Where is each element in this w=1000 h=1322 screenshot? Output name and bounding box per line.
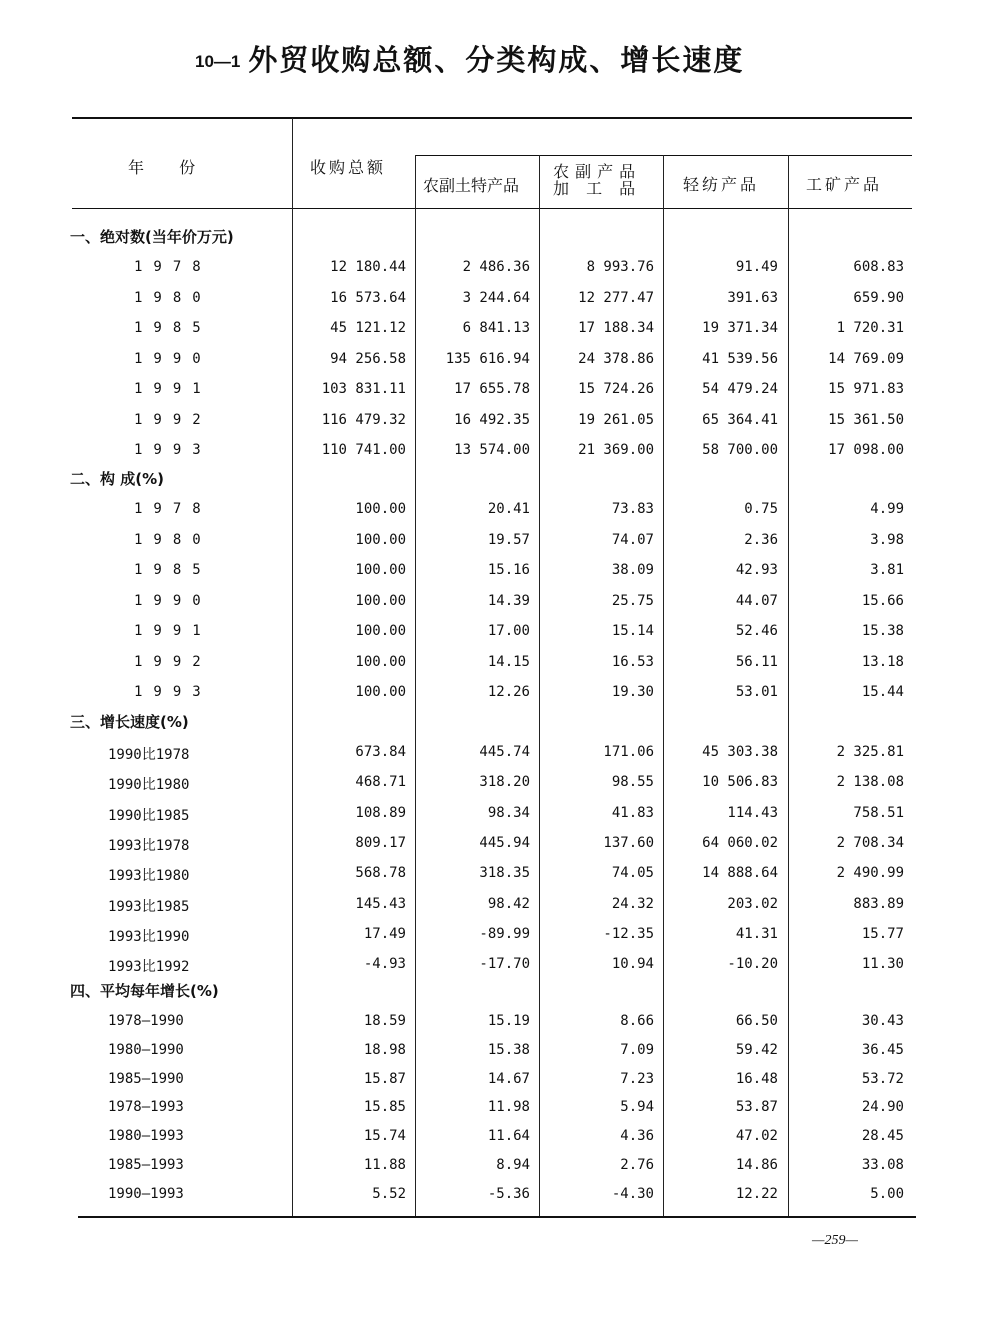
- table-cell: 98.34: [487, 805, 530, 821]
- table-cell: 16.53: [611, 654, 654, 670]
- header-total: 收购总额: [310, 158, 387, 177]
- row-label: 1985: [134, 562, 212, 578]
- row-label: 1978: [134, 259, 212, 275]
- table-cell: 14.86: [735, 1157, 778, 1173]
- table-cell: 53.72: [861, 1071, 904, 1087]
- table-cell: 2 486.36: [462, 259, 530, 275]
- table-cell: 17.49: [363, 926, 406, 942]
- row-label: 1990比1980: [108, 777, 190, 793]
- table-cell: 445.74: [479, 744, 530, 760]
- row-label: 1980—1990: [108, 1042, 184, 1058]
- row-label: 1993: [134, 442, 212, 458]
- table-cell: 137.60: [603, 835, 654, 851]
- row-label: 1993比1990: [108, 929, 190, 945]
- table-row: [0, 799, 1000, 829]
- table-row: [0, 920, 1000, 950]
- row-label: 1992: [134, 412, 212, 428]
- table-cell: 2 490.99: [836, 865, 904, 881]
- table-cell: 25.75: [611, 593, 654, 609]
- table-cell: 116 479.32: [321, 412, 406, 428]
- header-light-textile: 轻纺产品: [683, 175, 760, 194]
- table-title-text: 外贸收购总额、分类构成、增长速度: [248, 43, 745, 77]
- table-cell: 108.89: [355, 805, 406, 821]
- table-cell: 100.00: [355, 684, 406, 700]
- table-cell: 10 506.83: [702, 774, 778, 790]
- table-cell: 15.87: [363, 1071, 406, 1087]
- row-label: 1985—1993: [108, 1157, 184, 1173]
- table-row: [0, 436, 1000, 466]
- table-cell: 568.78: [355, 865, 406, 881]
- table-row: [0, 1122, 1000, 1152]
- table-cell: 391.63: [727, 290, 778, 306]
- table-cell: 16 573.64: [330, 290, 406, 306]
- table-row: [0, 375, 1000, 405]
- table-row: [0, 314, 1000, 344]
- header-year: 年 份: [128, 158, 199, 177]
- table-cell: 17 098.00: [828, 442, 904, 458]
- table-cell: 36.45: [861, 1042, 904, 1058]
- table-row: [0, 738, 1000, 768]
- table-cell: 4.99: [870, 501, 904, 517]
- bottom-rule: [78, 1216, 916, 1218]
- table-cell: 53.01: [735, 684, 778, 700]
- table-cell: 41.31: [735, 926, 778, 942]
- table-cell: 8.66: [620, 1013, 654, 1029]
- table-row: [0, 1180, 1000, 1210]
- table-row: [0, 890, 1000, 920]
- row-label: 1985: [134, 320, 212, 336]
- table-cell: 659.90: [853, 290, 904, 306]
- table-row: [0, 1065, 1000, 1095]
- table-cell: -5.36: [487, 1186, 530, 1202]
- table-cell: 100.00: [355, 501, 406, 517]
- table-cell: 3.98: [870, 532, 904, 548]
- table-cell: 17 188.34: [578, 320, 654, 336]
- table-cell: 12.22: [735, 1186, 778, 1202]
- table-cell: 100.00: [355, 562, 406, 578]
- page-title: [195, 38, 744, 79]
- table-row: [0, 253, 1000, 283]
- table-row: [0, 495, 1000, 525]
- table-cell: 16.48: [735, 1071, 778, 1087]
- table-cell: 18.98: [363, 1042, 406, 1058]
- table-cell: 15.14: [611, 623, 654, 639]
- row-label: 1993比1978: [108, 838, 190, 854]
- table-cell: 65 364.41: [702, 412, 778, 428]
- table-cell: 24 378.86: [578, 351, 654, 367]
- table-cell: 608.83: [853, 259, 904, 275]
- table-cell: -17.70: [479, 956, 530, 972]
- table-cell: 203.02: [727, 896, 778, 912]
- table-cell: 758.51: [853, 805, 904, 821]
- table-cell: 19.57: [487, 532, 530, 548]
- header-rule: [72, 208, 912, 209]
- table-cell: 114.43: [727, 805, 778, 821]
- table-cell: 2 708.34: [836, 835, 904, 851]
- table-cell: 809.17: [355, 835, 406, 851]
- row-label: 1990: [134, 351, 212, 367]
- table-cell: 41.83: [611, 805, 654, 821]
- table-cell: 11.98: [487, 1099, 530, 1115]
- row-label: 1990比1985: [108, 808, 190, 824]
- table-cell: 41 539.56: [702, 351, 778, 367]
- table-cell: 11.64: [487, 1128, 530, 1144]
- table-cell: 100.00: [355, 593, 406, 609]
- header-agri-special: 农副土特产品: [423, 176, 520, 195]
- table-cell: 74.05: [611, 865, 654, 881]
- table-cell: 12 277.47: [578, 290, 654, 306]
- table-cell: -12.35: [603, 926, 654, 942]
- table-cell: 45 121.12: [330, 320, 406, 336]
- header-agri-processed: [553, 163, 641, 197]
- row-label: 1980—1993: [108, 1128, 184, 1144]
- table-cell: -4.93: [363, 956, 406, 972]
- table-cell: 52.46: [735, 623, 778, 639]
- table-cell: 318.35: [479, 865, 530, 881]
- table-cell: 73.83: [611, 501, 654, 517]
- table-cell: 673.84: [355, 744, 406, 760]
- table-cell: 171.06: [603, 744, 654, 760]
- table-cell: 11.30: [861, 956, 904, 972]
- row-label: 1978—1993: [108, 1099, 184, 1115]
- row-label: 1991: [134, 623, 212, 639]
- table-cell: 20.41: [487, 501, 530, 517]
- table-cell: 56.11: [735, 654, 778, 670]
- table-cell: 64 060.02: [702, 835, 778, 851]
- table-cell: 2.36: [744, 532, 778, 548]
- table-cell: 5.94: [620, 1099, 654, 1115]
- row-label: 1991: [134, 381, 212, 397]
- section-title: 一、绝对数(当年价万元): [70, 228, 234, 246]
- table-cell: 38.09: [611, 562, 654, 578]
- table-cell: 13.18: [861, 654, 904, 670]
- table-cell: 100.00: [355, 623, 406, 639]
- table-cell: 19.30: [611, 684, 654, 700]
- row-label: 1990—1993: [108, 1186, 184, 1202]
- table-row: [0, 526, 1000, 556]
- table-cell: 42.93: [735, 562, 778, 578]
- row-label: 1980: [134, 532, 212, 548]
- table-cell: 2 138.08: [836, 774, 904, 790]
- row-label: 1993比1980: [108, 868, 190, 884]
- table-cell: 103 831.11: [321, 381, 406, 397]
- table-row: [0, 406, 1000, 436]
- table-cell: 135 616.94: [445, 351, 530, 367]
- row-label: 1993比1992: [108, 959, 190, 975]
- table-cell: 15.19: [487, 1013, 530, 1029]
- table-cell: 8.94: [496, 1157, 530, 1173]
- table-cell: -4.30: [611, 1186, 654, 1202]
- table-cell: 2 325.81: [836, 744, 904, 760]
- table-cell: 110 741.00: [321, 442, 406, 458]
- table-row: [0, 1036, 1000, 1066]
- table-cell: 15.44: [861, 684, 904, 700]
- table-cell: 15.38: [861, 623, 904, 639]
- header-agri-processed-line2: 加 工 品: [553, 179, 642, 198]
- table-row: [0, 345, 1000, 375]
- table-cell: 15.38: [487, 1042, 530, 1058]
- table-cell: 17.00: [487, 623, 530, 639]
- table-cell: 2.76: [620, 1157, 654, 1173]
- table-cell: 19 371.34: [702, 320, 778, 336]
- table-cell: 45 303.38: [702, 744, 778, 760]
- section-title: 四、平均每年增长(%): [70, 982, 219, 1000]
- table-row: [0, 1007, 1000, 1037]
- section-title: 三、增长速度(%): [70, 713, 189, 731]
- table-row: [0, 1151, 1000, 1181]
- table-cell: 74.07: [611, 532, 654, 548]
- table-cell: 15 724.26: [578, 381, 654, 397]
- table-cell: 44.07: [735, 593, 778, 609]
- table-cell: 3 244.64: [462, 290, 530, 306]
- table-row: [0, 556, 1000, 586]
- table-cell: 28.45: [861, 1128, 904, 1144]
- table-cell: 5.52: [372, 1186, 406, 1202]
- table-cell: 5.00: [870, 1186, 904, 1202]
- table-cell: 66.50: [735, 1013, 778, 1029]
- table-cell: 94 256.58: [330, 351, 406, 367]
- table-cell: 100.00: [355, 654, 406, 670]
- table-cell: 11.88: [363, 1157, 406, 1173]
- table-cell: 6 841.13: [462, 320, 530, 336]
- table-cell: 15.77: [861, 926, 904, 942]
- table-cell: 53.87: [735, 1099, 778, 1115]
- table-cell: 14.67: [487, 1071, 530, 1087]
- table-cell: 12 180.44: [330, 259, 406, 275]
- table-row: [0, 678, 1000, 708]
- header-agri-processed-line1: 农副产品: [553, 162, 642, 181]
- table-cell: 445.94: [479, 835, 530, 851]
- table-cell: 100.00: [355, 532, 406, 548]
- row-label: 1990比1978: [108, 747, 190, 763]
- row-label: 1990: [134, 593, 212, 609]
- table-cell: 12.26: [487, 684, 530, 700]
- top-rule: [72, 117, 912, 119]
- table-cell: 15.74: [363, 1128, 406, 1144]
- table-cell: 468.71: [355, 774, 406, 790]
- table-cell: 17 655.78: [454, 381, 530, 397]
- table-cell: 3.81: [870, 562, 904, 578]
- table-cell: 1 720.31: [836, 320, 904, 336]
- table-cell: 14.15: [487, 654, 530, 670]
- table-cell: 19 261.05: [578, 412, 654, 428]
- table-cell: 21 369.00: [578, 442, 654, 458]
- table-cell: 15.16: [487, 562, 530, 578]
- table-cell: 33.08: [861, 1157, 904, 1173]
- table-cell: 47.02: [735, 1128, 778, 1144]
- row-label: 1978—1990: [108, 1013, 184, 1029]
- table-cell: 10.94: [611, 956, 654, 972]
- table-cell: 14.39: [487, 593, 530, 609]
- table-cell: 54 479.24: [702, 381, 778, 397]
- row-label: 1992: [134, 654, 212, 670]
- table-cell: 24.90: [861, 1099, 904, 1115]
- table-row: [0, 1093, 1000, 1123]
- table-row: [0, 859, 1000, 889]
- table-cell: -89.99: [479, 926, 530, 942]
- table-cell: 145.43: [355, 896, 406, 912]
- row-label: 1980: [134, 290, 212, 306]
- table-cell: 14 769.09: [828, 351, 904, 367]
- table-cell: 91.49: [735, 259, 778, 275]
- row-label: 1993比1985: [108, 899, 190, 915]
- table-cell: 15 361.50: [828, 412, 904, 428]
- table-cell: 7.09: [620, 1042, 654, 1058]
- table-cell: 59.42: [735, 1042, 778, 1058]
- table-row: [0, 768, 1000, 798]
- table-row: [0, 587, 1000, 617]
- table-cell: 58 700.00: [702, 442, 778, 458]
- table-cell: 7.23: [620, 1071, 654, 1087]
- table-cell: 318.20: [479, 774, 530, 790]
- table-cell: 4.36: [620, 1128, 654, 1144]
- table-row: [0, 284, 1000, 314]
- table-cell: 98.55: [611, 774, 654, 790]
- row-label: 1985—1990: [108, 1071, 184, 1087]
- table-cell: 15 971.83: [828, 381, 904, 397]
- page-number: —259—: [812, 1233, 858, 1248]
- table-row: [0, 950, 1000, 980]
- table-cell: 14 888.64: [702, 865, 778, 881]
- table-cell: 13 574.00: [454, 442, 530, 458]
- table-row: [0, 829, 1000, 859]
- table-cell: 15.66: [861, 593, 904, 609]
- table-cell: 0.75: [744, 501, 778, 517]
- row-label: 1978: [134, 501, 212, 517]
- table-row: [0, 648, 1000, 678]
- section-title: 二、构 成(%): [70, 470, 164, 488]
- row-label: 1993: [134, 684, 212, 700]
- table-cell: -10.20: [727, 956, 778, 972]
- table-cell: 8 993.76: [586, 259, 654, 275]
- table-cell: 24.32: [611, 896, 654, 912]
- table-cell: 883.89: [853, 896, 904, 912]
- table-row: [0, 617, 1000, 647]
- table-cell: 18.59: [363, 1013, 406, 1029]
- table-cell: 98.42: [487, 896, 530, 912]
- table-cell: 30.43: [861, 1013, 904, 1029]
- table-cell: 15.85: [363, 1099, 406, 1115]
- table-number: 10—1: [195, 52, 241, 71]
- header-industrial-mineral: 工矿产品: [806, 175, 883, 194]
- table-cell: 16 492.35: [454, 412, 530, 428]
